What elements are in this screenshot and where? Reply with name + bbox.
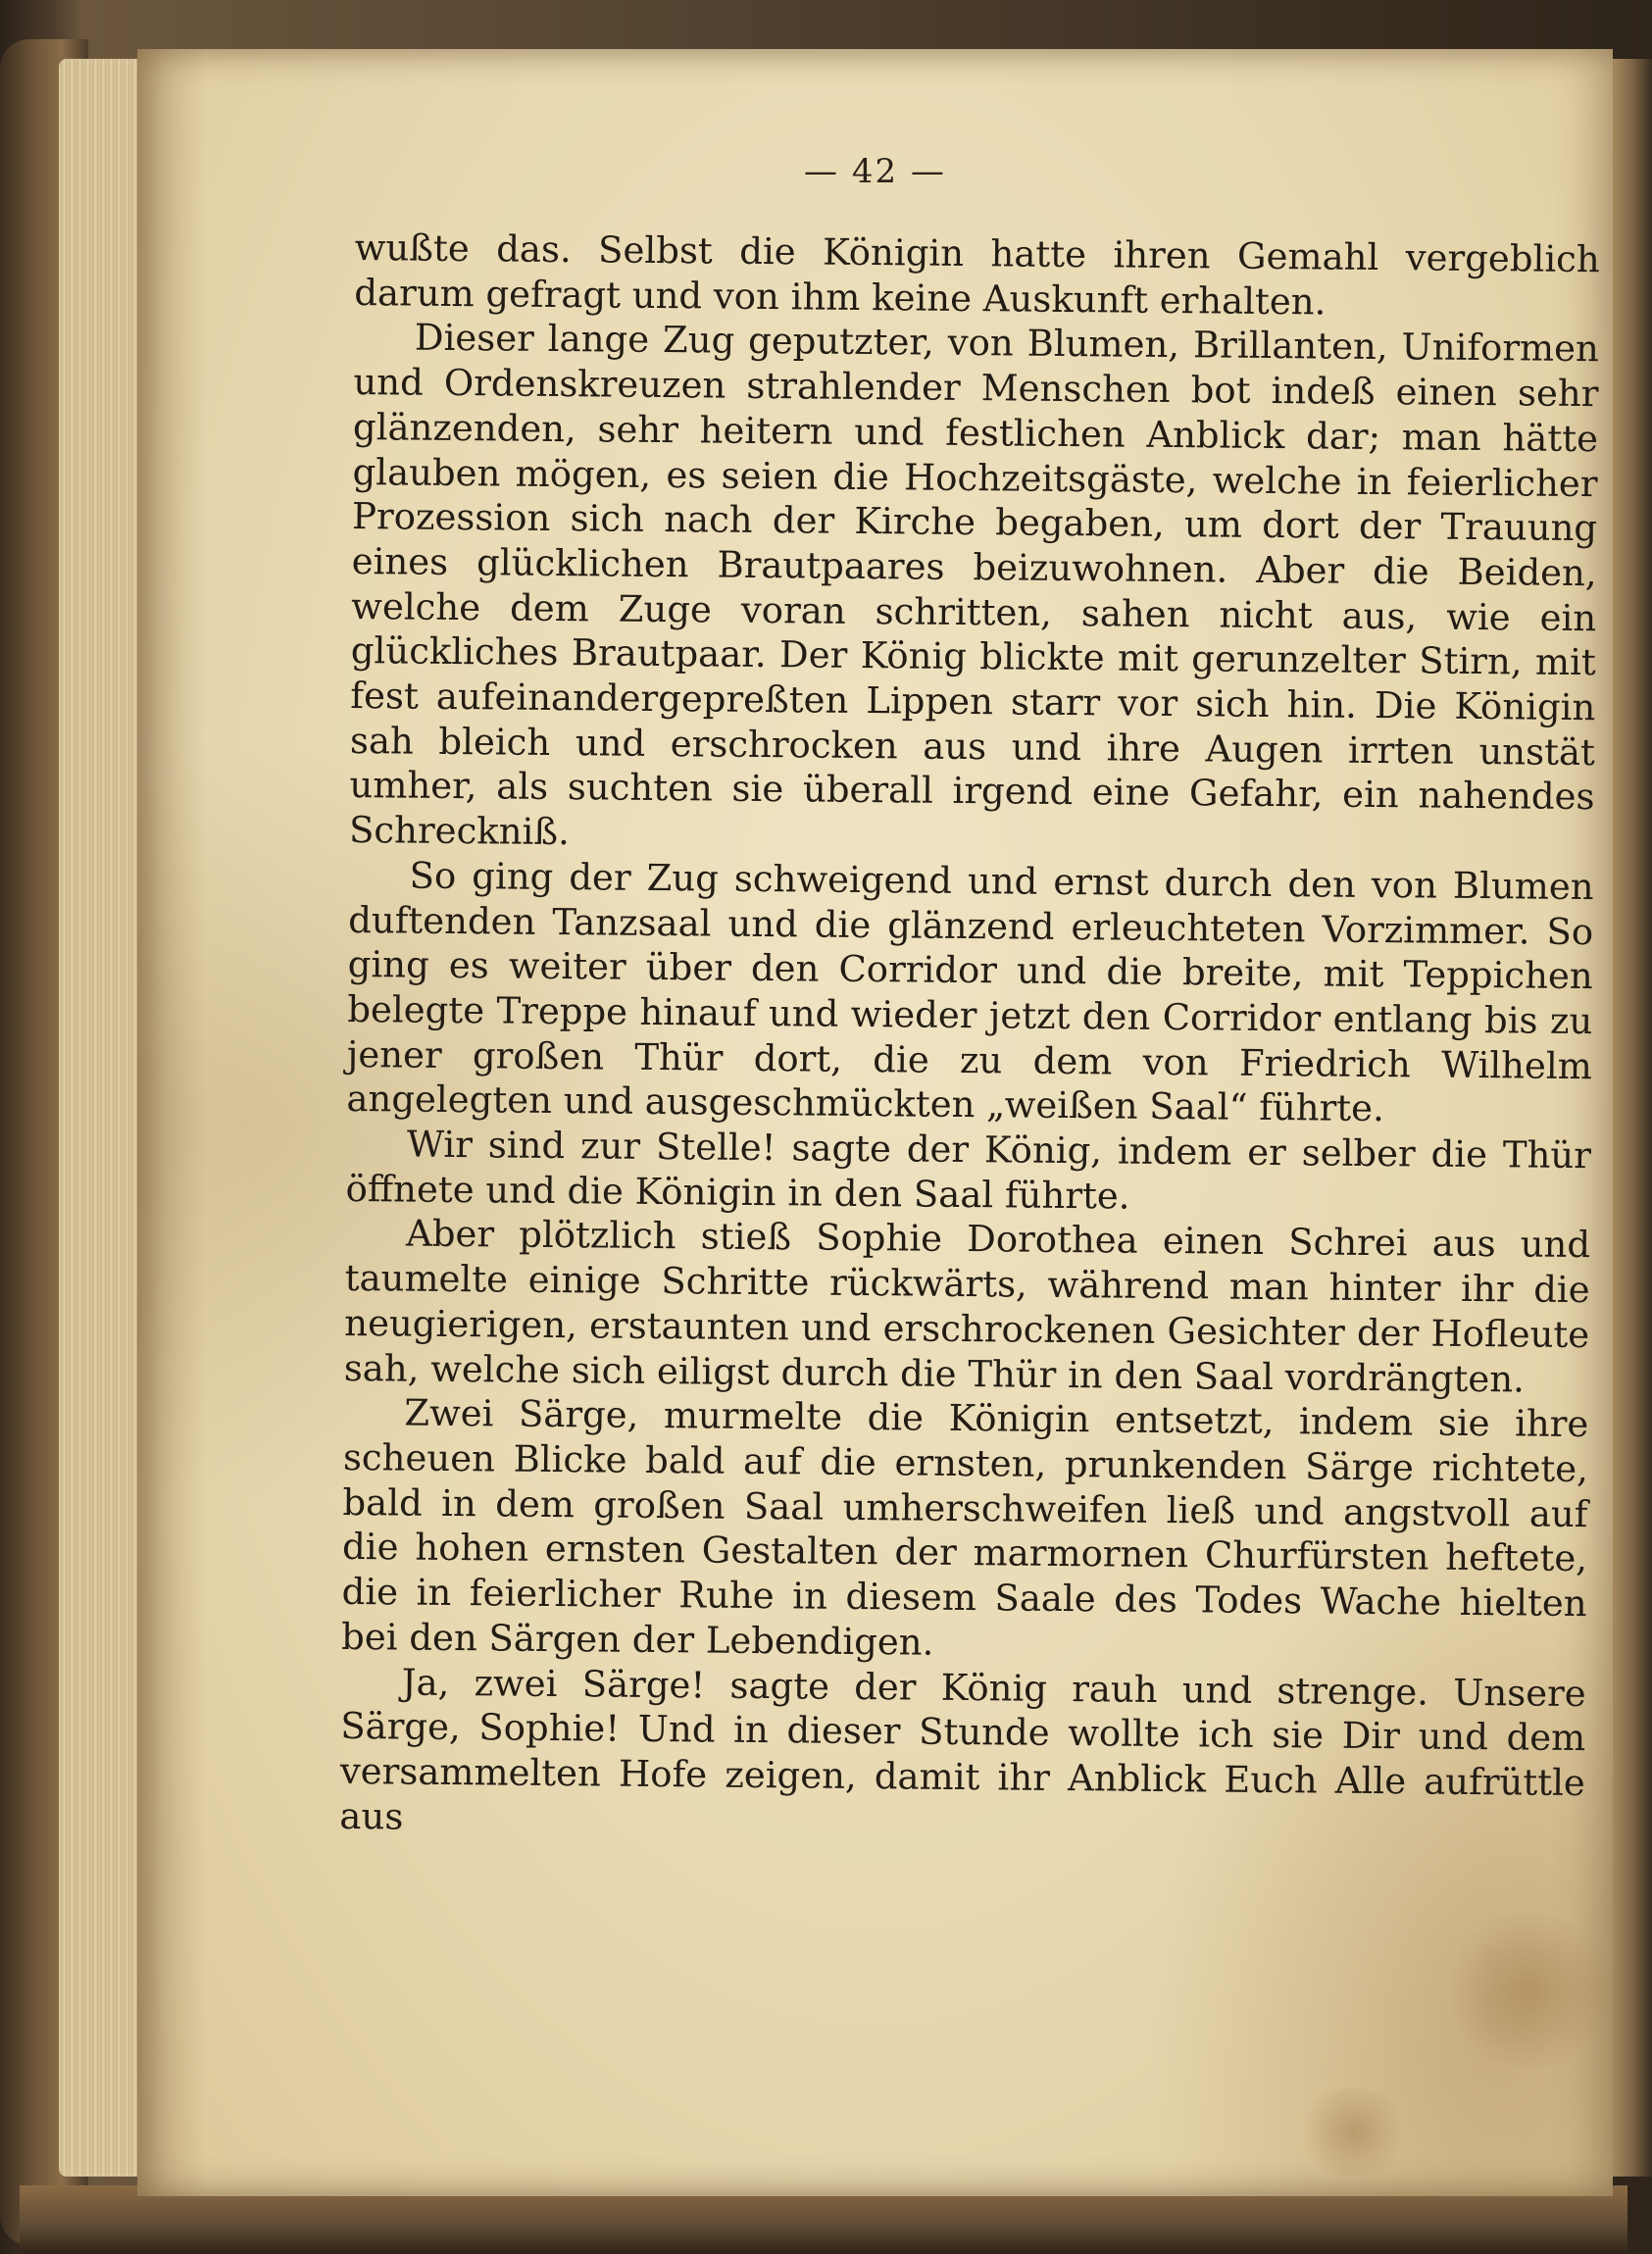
body-text bbox=[339, 225, 1600, 1850]
paragraph: Zwei Särge, murmelte die Königin entsetzt, indem sie ihre scheuen Blicke bald auf die ernsten, prunkenden Särge richtete, bald in dem großen Saal umherschweifen ließ und angstvoll auf die hohen ernsten Gestalten der marmornen Churfürsten heftete, die in feierlicher Ruhe in diesem Saale des Todes Wache hielten bei den Särgen der Lebendigen. bbox=[340, 1391, 1589, 1664]
gutter-shadow bbox=[137, 49, 206, 2196]
paragraph: Ja, zwei Särge! sagte der König rauh und strenge. Unsere Särge, Sophie! Und in dieser Stunde wollte ich sie Dir und dem versammelten Hofe zeigen, damit ihr Anblick Euch Alle aufrüttle aus bbox=[339, 1661, 1586, 1838]
paragraph: So ging der Zug schweigend und ernst durch den von Blumen duftenden Tanzsaal und die glänzend erleuchteten Vorzimmer. So ging es weiter über den Corridor und die breite, mit Teppichen belegte Treppe hinauf und wieder jetzt den Corridor entlang bis zu jener großen Thür dort, die zu dem von Friedrich Wilhelm angelegten und ausgeschmückten „weißen Saal“ führte. bbox=[346, 854, 1594, 1130]
page-number: — 42 — bbox=[804, 152, 946, 191]
foxing-stain bbox=[1441, 1912, 1618, 2069]
paragraph: Aber plötzlich stieß Sophie Dorothea einen Schrei aus und taumelte einige Schritte rückwärts, während man hinter ihr die neugierigen, erstaunten und erschrockenen Gesichter der Hofleute sah, welche sich eiligst durch die Thür in den Saal vordrängten. bbox=[343, 1213, 1591, 1401]
foxing-stain bbox=[1294, 2088, 1412, 2177]
paragraph: Wir sind zur Stelle! sagte der König, indem er selber die Thür öffnete und die Königin in den Saal führte. bbox=[345, 1123, 1592, 1218]
paragraph: wußte das. Selbst die Königin hatte ihren Gemahl vergeblich darum gefragt und von ihm keine Auskunft erhalten. bbox=[354, 225, 1600, 324]
paragraph: Dieser lange Zug geputzter, von Blumen, Brillanten, Uniformen und Ordenskreuzen strahlender Menschen bot indeß einen sehr glänzenden, sehr heitern und festlichen Anblick dar; man hätte glauben mögen, es seien die Hochzeitsgäste, welche in feierlicher Prozession sich nach der Kirche begaben, um dort der Trauung eines glücklichen Brautpaares beizuwohnen. Aber die Beiden, welche dem Zuge voran schritten, sahen nicht aus, wie ein glückliches Brautpaar. Der König blickte mit gerunzelter Stirn, mit fest aufeinandergepreßten Lippen starr vor sich hin. Die Königin sah bleich und erschrocken aus und ihre Augen irrten unstät umher, als suchten sie überall irgend eine Gefahr, ein nahendes Schreckniß. bbox=[348, 316, 1600, 854]
book-page bbox=[137, 49, 1613, 2196]
